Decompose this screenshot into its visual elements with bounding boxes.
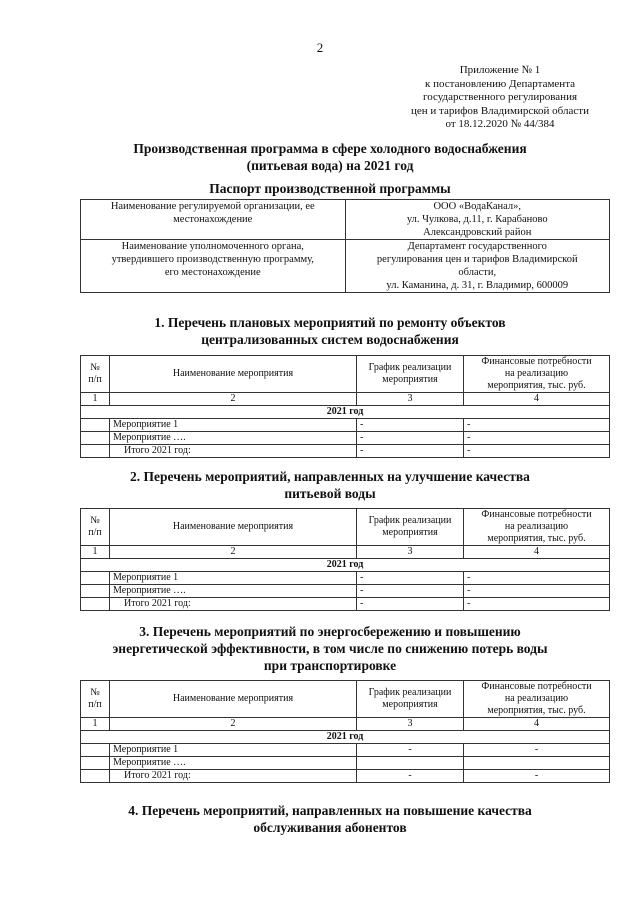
measure-name: Мероприятие 1: [110, 572, 357, 585]
measure-name: Мероприятие ….: [110, 757, 357, 770]
num-cell: [81, 432, 110, 445]
col-schedule-header: График реализации мероприятия: [357, 681, 464, 718]
num-cell: [81, 572, 110, 585]
section-title-line: питьевой воды: [284, 486, 376, 501]
finance-cell: -: [464, 445, 610, 458]
appendix-line: к постановлению Департамента: [424, 77, 576, 90]
col-schedule-header: График реализации мероприятия: [357, 356, 464, 393]
num-cell: [81, 757, 110, 770]
schedule-cell: -: [357, 432, 464, 445]
title-line: (питьевая вода) на 2021 год: [246, 158, 414, 173]
appendix-line: Приложение № 1: [459, 64, 541, 76]
section-title-line: централизованных систем водоснабжения: [201, 332, 459, 347]
section-title-line: 3. Перечень мероприятий по энергосбережению и повышению: [139, 624, 521, 639]
appendix-line: от 18.12.2020 № 44/384: [445, 118, 555, 130]
measures-table: [80, 355, 610, 458]
section-title: [60, 314, 600, 348]
index-row: [81, 393, 610, 406]
num-cell: [81, 445, 110, 458]
year-cell: 2021 год: [81, 559, 610, 572]
index-cell: 3: [357, 718, 464, 731]
col-num-header: № п/п: [81, 509, 110, 546]
index-cell: 3: [357, 546, 464, 559]
table-row: [81, 432, 610, 445]
table-row: [81, 200, 610, 240]
table-row: [81, 572, 610, 585]
passport-label: Наименование регулируемой организации, ее местонахождение: [81, 200, 346, 240]
appendix-line: государственного регулирования: [422, 91, 578, 103]
measure-name: Мероприятие ….: [110, 432, 357, 445]
measure-name: Мероприятие ….: [110, 585, 357, 598]
year-row: [81, 559, 610, 572]
table-row: [81, 744, 610, 757]
index-cell: 2: [110, 393, 357, 406]
section-title-line: обслуживания абонентов: [253, 820, 407, 835]
year-cell: 2021 год: [81, 406, 610, 419]
section-title: [60, 623, 600, 674]
document-title: [60, 140, 600, 174]
table-header-row: [81, 509, 610, 546]
index-cell: 2: [110, 546, 357, 559]
index-cell: 4: [464, 546, 610, 559]
schedule-cell: -: [357, 419, 464, 432]
table-row: [81, 419, 610, 432]
num-cell: [81, 598, 110, 611]
table-row: [81, 445, 610, 458]
schedule-cell: -: [357, 585, 464, 598]
num-cell: [81, 770, 110, 783]
index-row: [81, 718, 610, 731]
finance-cell: [464, 757, 610, 770]
finance-cell: -: [464, 585, 610, 598]
index-cell: 1: [81, 718, 110, 731]
finance-cell: -: [464, 770, 610, 783]
passport-title: Паспорт производственной программы: [209, 181, 451, 196]
index-cell: 1: [81, 393, 110, 406]
schedule-cell: -: [357, 770, 464, 783]
passport-value: Департамент государственного регулирования цен и тарифов Владимирской области, ул. Каманина, д. 31, г. Владимир, 600009: [345, 240, 610, 293]
table-row: [81, 770, 610, 783]
section-title-line: энергетической эффективности, в том числе по снижению потерь воды: [112, 641, 548, 656]
measure-name: Итого 2021 год:: [110, 445, 357, 458]
finance-cell: -: [464, 744, 610, 757]
page-number: 2: [316, 40, 324, 55]
measure-name: Мероприятие 1: [110, 744, 357, 757]
col-name-header: Наименование мероприятия: [110, 681, 357, 718]
section-title: [60, 468, 600, 502]
index-cell: 1: [81, 546, 110, 559]
table-row: [81, 240, 610, 293]
num-cell: [81, 585, 110, 598]
index-cell: 4: [464, 718, 610, 731]
measure-name: Итого 2021 год:: [110, 770, 357, 783]
measure-name: Итого 2021 год:: [110, 598, 357, 611]
year-row: [81, 406, 610, 419]
col-finance-header: Финансовые потребности на реализацию мероприятия, тыс. руб.: [464, 509, 610, 546]
title-line: Производственная программа в сфере холодного водоснабжения: [133, 141, 527, 156]
num-cell: [81, 744, 110, 757]
section-title-line: 2. Перечень мероприятий, направленных на улучшение качества: [130, 469, 530, 484]
schedule-cell: -: [357, 598, 464, 611]
measure-name: Мероприятие 1: [110, 419, 357, 432]
index-cell: 3: [357, 393, 464, 406]
year-row: [81, 731, 610, 744]
appendix-note: [380, 64, 620, 132]
index-cell: 4: [464, 393, 610, 406]
col-name-header: Наименование мероприятия: [110, 509, 357, 546]
appendix-line: цен и тарифов Владимирской области: [411, 104, 589, 117]
finance-cell: -: [464, 432, 610, 445]
table-row: [81, 585, 610, 598]
section-title: [60, 802, 600, 836]
table-header-row: [81, 356, 610, 393]
finance-cell: -: [464, 419, 610, 432]
col-finance-header: Финансовые потребности на реализацию мероприятия, тыс. руб.: [464, 681, 610, 718]
section-title-line: при транспортировке: [263, 658, 397, 673]
num-cell: [81, 419, 110, 432]
col-num-header: № п/п: [81, 356, 110, 393]
schedule-cell: -: [357, 744, 464, 757]
passport-value: ООО «ВодаКанал», ул. Чулкова, д.11, г. Карабаново Александровский район: [345, 200, 610, 240]
section-title-line: 1. Перечень плановых мероприятий по ремонту объектов: [154, 315, 506, 330]
col-finance-header: Финансовые потребности на реализацию мероприятия, тыс. руб.: [464, 356, 610, 393]
schedule-cell: -: [357, 572, 464, 585]
year-cell: 2021 год: [81, 731, 610, 744]
table-row: [81, 598, 610, 611]
section-title-line: 4. Перечень мероприятий, направленных на повышение качества: [128, 803, 532, 818]
measures-table: [80, 680, 610, 783]
index-row: [81, 546, 610, 559]
schedule-cell: [357, 757, 464, 770]
table-row: [81, 757, 610, 770]
passport-table: [80, 199, 610, 293]
measures-table: [80, 508, 610, 611]
finance-cell: -: [464, 572, 610, 585]
passport-label: Наименование уполномоченного органа, утвердившего производственную программу, его местонахождение: [81, 240, 346, 293]
table-header-row: [81, 681, 610, 718]
col-num-header: № п/п: [81, 681, 110, 718]
index-cell: 2: [110, 718, 357, 731]
col-schedule-header: График реализации мероприятия: [357, 509, 464, 546]
col-name-header: Наименование мероприятия: [110, 356, 357, 393]
schedule-cell: -: [357, 445, 464, 458]
finance-cell: -: [464, 598, 610, 611]
